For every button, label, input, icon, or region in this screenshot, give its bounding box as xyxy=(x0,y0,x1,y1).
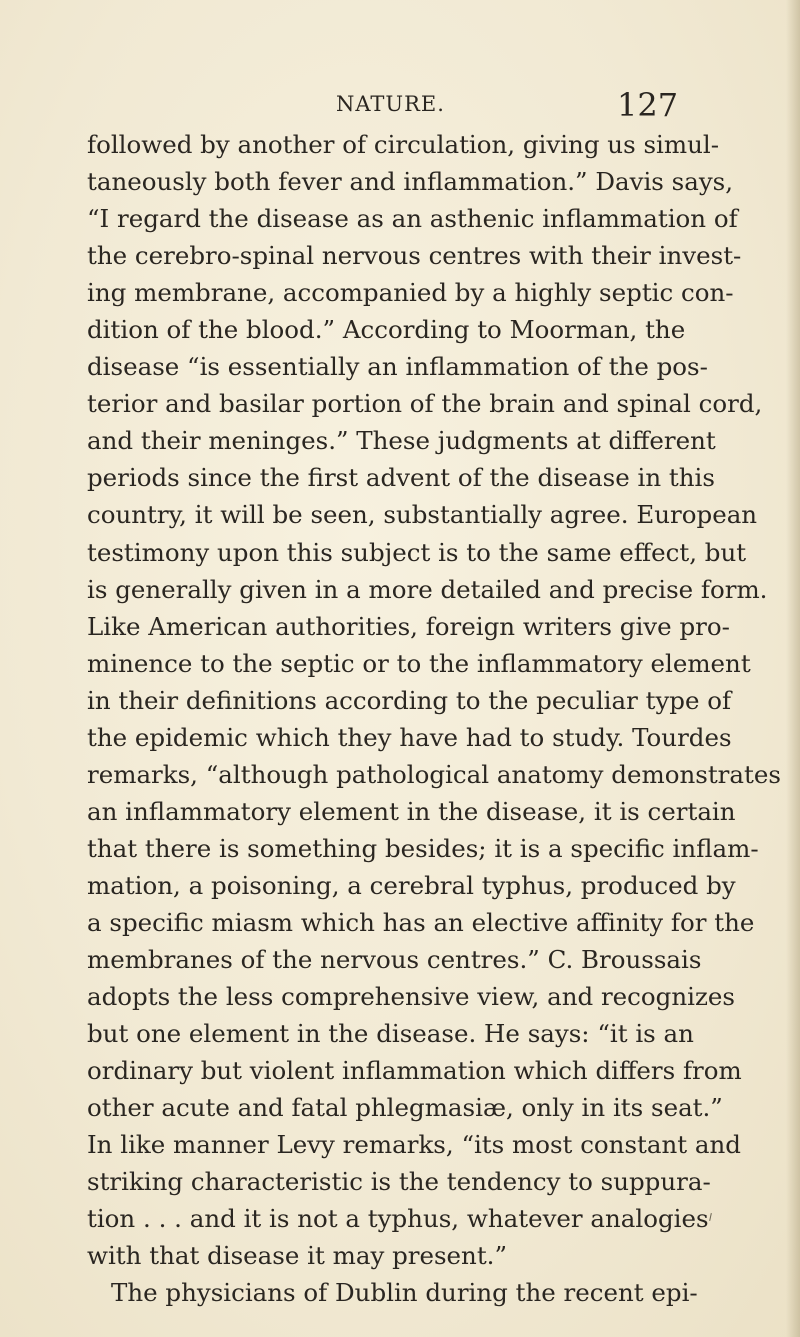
text-line: The physicians of Dublin during the recent epi- xyxy=(111,1278,698,1308)
text-line: minence to the septic or to the inflammatory element xyxy=(87,648,751,678)
text-line: is generally given in a more detailed and precise form. xyxy=(87,574,768,604)
text-line: taneously both fever and inflammation.” Davis says, xyxy=(87,167,734,197)
text-line: periods since the first advent of the disease in this xyxy=(87,463,715,493)
text-line: testimony upon this subject is to the same effect, but xyxy=(87,537,747,567)
body-text xyxy=(87,126,781,1312)
scan-mark xyxy=(709,1213,712,1221)
text-line: country, it will be seen, substantially agree. European xyxy=(87,500,758,530)
running-head xyxy=(0,86,800,124)
text-line: “I regard the disease as an asthenic inflammation of xyxy=(87,204,738,234)
text-line: remarks, “although pathological anatomy demonstrates xyxy=(87,759,781,789)
text-line: but one element in the disease. He says: “it is an xyxy=(87,1019,694,1049)
text-line: terior and basilar portion of the brain and spinal cord, xyxy=(87,389,763,419)
text-line: membranes of the nervous centres.” C. Broussais xyxy=(87,945,702,975)
text-line: adopts the less comprehensive view, and recognizes xyxy=(87,982,735,1012)
text-line: with that disease it may present.” xyxy=(87,1241,507,1271)
text-line: the epidemic which they have had to study. Tourdes xyxy=(87,722,732,752)
text-line: ing membrane, accompanied by a highly septic con- xyxy=(87,278,734,308)
text-line: that there is something besides; it is a specific inflam- xyxy=(87,833,759,863)
text-line: in their definitions according to the peculiar type of xyxy=(87,685,732,715)
text-line: Like American authorities, foreign writers give pro- xyxy=(87,611,730,641)
page-number: 127 xyxy=(617,86,679,124)
text-line: an inflammatory element in the disease, it is certain xyxy=(87,796,736,826)
text-line: dition of the blood.” According to Moorman, the xyxy=(87,315,686,345)
text-line: other acute and fatal phlegmasiæ, only in its seat.” xyxy=(87,1093,723,1123)
text-line: and their meninges.” These judgments at different xyxy=(87,426,716,456)
text-line: ordinary but violent inflammation which differs from xyxy=(87,1056,742,1086)
text-line: striking characteristic is the tendency to suppura- xyxy=(87,1167,711,1197)
running-title: NATURE. xyxy=(336,92,445,116)
text-line: the cerebro-spinal nervous centres with their invest- xyxy=(87,241,742,271)
page-edge-shadow xyxy=(786,0,800,1337)
text-line: In like manner Levy remarks, “its most constant and xyxy=(87,1130,741,1160)
text-line: mation, a poisoning, a cerebral typhus, produced by xyxy=(87,870,736,900)
text-line: a specific miasm which has an elective affinity for the xyxy=(87,907,755,937)
text-line: followed by another of circulation, giving us simul- xyxy=(87,130,719,159)
text-line: disease “is essentially an inflammation of the pos- xyxy=(87,352,708,382)
text-line: tion . . . and it is not a typhus, whatever analogies xyxy=(87,1204,709,1234)
